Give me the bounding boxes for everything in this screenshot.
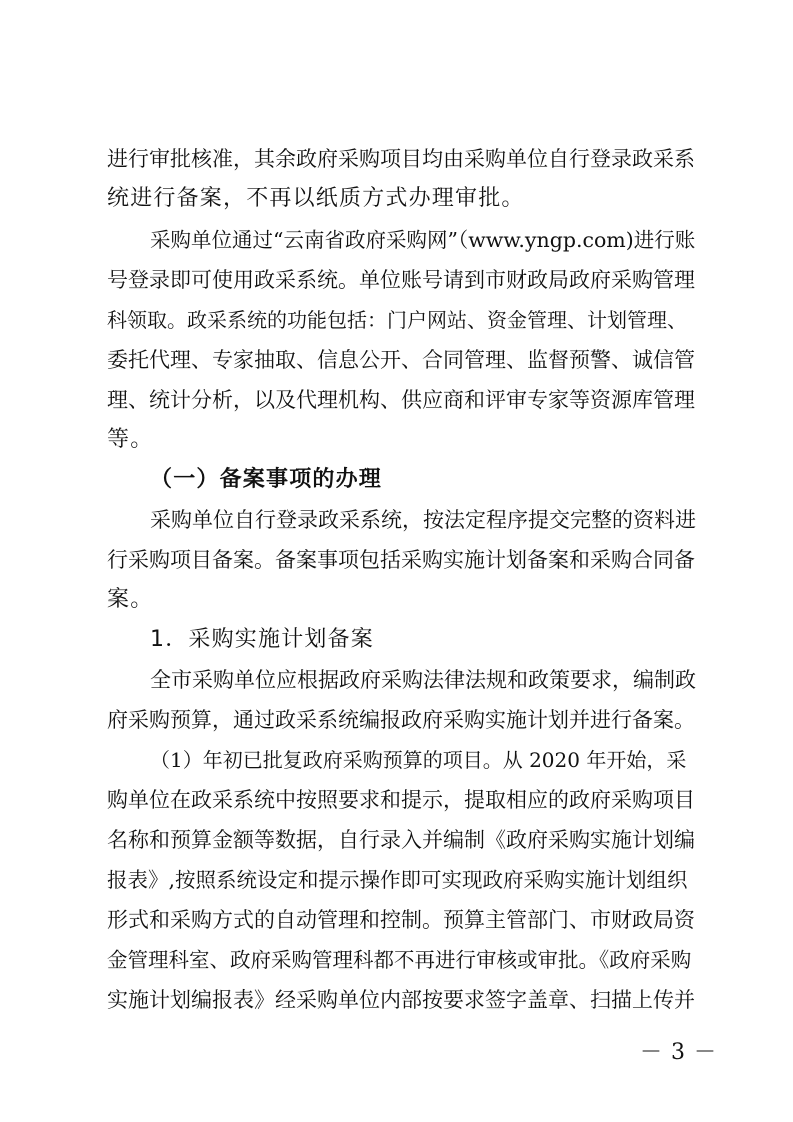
section-heading: （一）备案事项的办理 (150, 467, 383, 492)
paragraph-line: 委托代理、专家抽取、信息公开、合同管理、监督预警、诚信管 (107, 348, 695, 372)
paragraph-line: 采购单位自行登录政采系统，按法定程序提交完整的资料进 (150, 508, 696, 532)
paragraph-line: 形式和采购方式的自动管理和控制。预算主管部门、市财政局资 (107, 908, 695, 932)
paragraph-line: 理、统计分析，以及代理机构、供应商和评审专家等资源库管理 (107, 388, 695, 412)
paragraph-line: （1）年初已批复政府采购预算的项目。从 2020 年开始，采 (150, 748, 687, 772)
paragraph-line: 金管理科室、政府采购管理科都不再进行审核或审批。《政府采购 (107, 948, 692, 972)
subsection-heading: 1．采购实施计划备案 (150, 627, 374, 652)
paragraph-line: 科领取。政采系统的功能包括：门户网站、资金管理、计划管理、 (107, 308, 687, 332)
page-number: － 3 － (640, 1040, 717, 1065)
paragraph-line: 购单位在政采系统中按照要求和提示，提取相应的政府采购项目 (107, 788, 695, 812)
paragraph-line: 府采购预算，通过政采系统编报政府采购实施计划并进行备案。 (107, 708, 695, 732)
paragraph-line: 号登录即可使用政采系统。单位账号请到市财政局政府采购管理 (107, 268, 695, 292)
paragraph-line: 全市采购单位应根据政府采购法律法规和政策要求，编制政 (150, 668, 696, 692)
paragraph-line: 名称和预算金额等数据，自行录入并编制《政府采购实施计划编 (107, 828, 695, 852)
paragraph-line: 进行审批核准，其余政府采购项目均由采购单位自行登录政采系 (107, 147, 695, 171)
paragraph-line: 案。 (107, 587, 154, 612)
paragraph-line: 采购单位通过“云南省政府采购网”（www.yngp.com)进行账 (150, 228, 696, 252)
paragraph-line: 实施计划编报表》经采购单位内部按要求签字盖章、扫描上传并 (107, 988, 695, 1012)
paragraph-line: 报表》,按照系统设定和提示操作即可实现政府采购实施计划组织 (107, 868, 688, 892)
paragraph-line: 等。 (107, 427, 154, 452)
paragraph-line: 行采购项目备案。备案事项包括采购实施计划备案和采购合同备 (107, 548, 695, 572)
paragraph-line: 统进行备案，不再以纸质方式办理审批。 (107, 186, 525, 211)
